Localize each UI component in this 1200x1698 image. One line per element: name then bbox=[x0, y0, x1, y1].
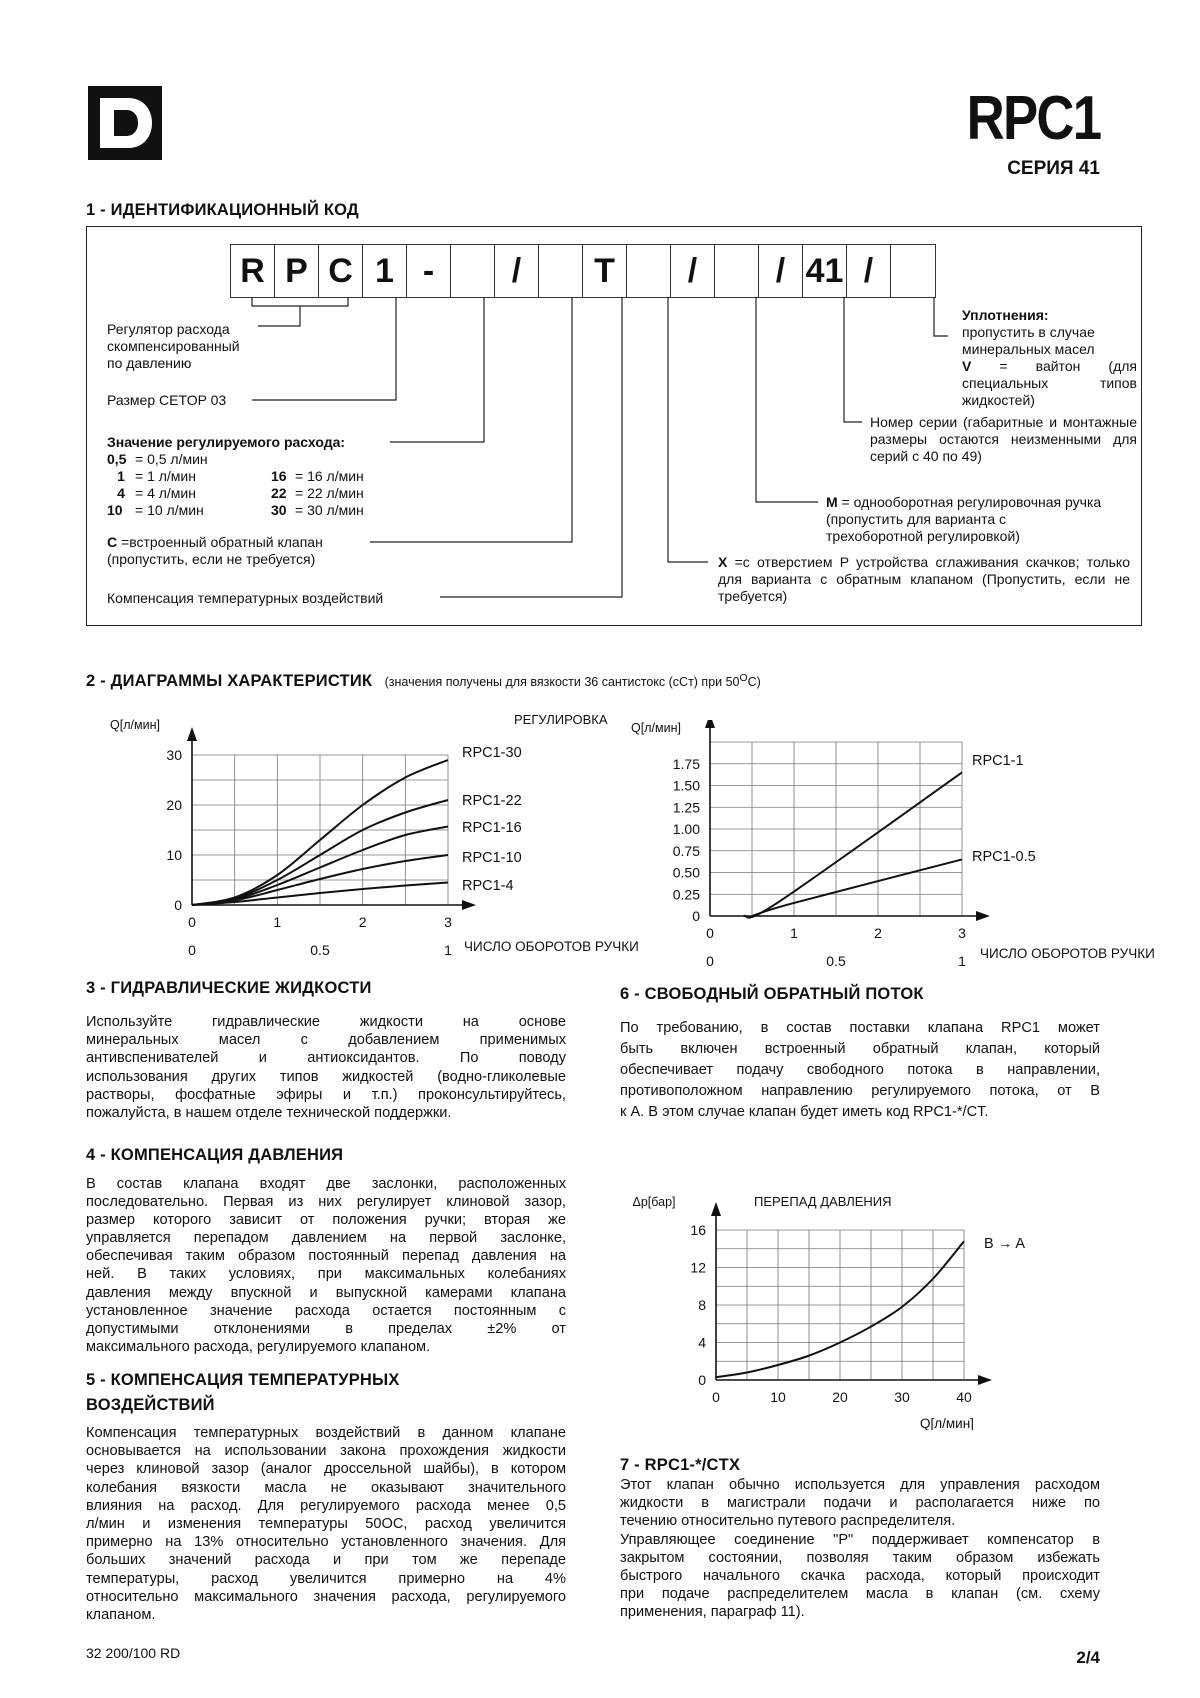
y-axis-arrow bbox=[705, 720, 715, 728]
section-7-heading: 7 - RPC1-*/CTX bbox=[620, 1456, 741, 1474]
code-cell: R bbox=[231, 245, 275, 297]
text-line: обеспечивая таким образом постоянный перепад давления на bbox=[86, 1248, 566, 1265]
text-line: к A. В этом случае клапан будет иметь код RPC1-*/CT. bbox=[620, 1104, 989, 1120]
check-text: =встроенный обратный клапан bbox=[117, 534, 323, 550]
heading-line: ВОЗДЕЙСТВИЙ bbox=[86, 1396, 215, 1414]
label-check-valve bbox=[107, 534, 323, 568]
text-line: л/мин и изменения температуры 50ОС, расход увеличится bbox=[86, 1516, 566, 1533]
chart-title: ПЕРЕПАД ДАВЛЕНИЯ bbox=[754, 1194, 892, 1209]
chart-title: РЕГУЛИРОВКА bbox=[514, 712, 608, 727]
section-2-heading-row bbox=[86, 672, 761, 691]
x-tick-label: 3 bbox=[958, 925, 966, 941]
y-tick-label: 0.25 bbox=[672, 886, 700, 903]
x-tick-label: 2 bbox=[874, 925, 882, 941]
series-label: RPC1-1 bbox=[972, 753, 1024, 769]
code-cell: / bbox=[759, 245, 803, 297]
seal-v-text: = вайтон (для специальных типов жидкостей) bbox=[962, 358, 1137, 408]
text-line: допустимыми отклонениями в пределах ±2% от bbox=[86, 1320, 566, 1337]
y-tick-label: 0 bbox=[692, 908, 700, 924]
flow-key: 30 bbox=[271, 502, 287, 518]
flow-row bbox=[107, 502, 407, 519]
flow-row bbox=[107, 468, 407, 485]
label-flow-title bbox=[107, 434, 345, 451]
y-axis-label: Δp[бар] bbox=[632, 1195, 676, 1209]
flow-title: Значение регулируемого расхода: bbox=[107, 434, 346, 450]
text-line: быть включен встроенный обратный клапан, который bbox=[620, 1041, 1100, 1057]
y-tick-label: 0.75 bbox=[672, 842, 700, 859]
flow-key: 4 bbox=[117, 485, 125, 501]
text-line: максимального расхода, регулируемого клапаном. bbox=[86, 1338, 431, 1355]
text-line: влияния на расход. Для регулируемого расхода менее 0,5 bbox=[86, 1497, 566, 1514]
y-tick-label: 12 bbox=[690, 1259, 706, 1276]
series-subtitle: СЕРИЯ 41 bbox=[1007, 158, 1100, 179]
x2-tick-label: 0 bbox=[188, 942, 196, 958]
x-axis-arrow bbox=[976, 911, 990, 921]
flow-key: 22 bbox=[271, 485, 287, 501]
code-cell: 1 bbox=[363, 245, 407, 297]
text-line: По требованию, в состав поставки клапана RPC1 может bbox=[620, 1020, 1100, 1036]
flow-val: = 16 л/мин bbox=[295, 468, 364, 484]
text-line: ней. В таких условиях, при максимальных колебаниях bbox=[86, 1266, 566, 1283]
x-axis-arrow bbox=[462, 900, 476, 910]
label-temp-comp: Компенсация температурных воздействий bbox=[107, 590, 384, 606]
x2-tick-label: 0.5 bbox=[310, 942, 330, 958]
series-label: RPC1-0.5 bbox=[972, 849, 1036, 865]
seal-line: минеральных масел bbox=[962, 341, 1095, 357]
series-label: RPC1-16 bbox=[462, 820, 522, 836]
text-line: быстрого начального скачка расхода, который происходит bbox=[620, 1568, 1100, 1585]
note-end: С) bbox=[747, 675, 761, 689]
y-axis-label: Q[л/мин] bbox=[110, 718, 160, 732]
y-tick-label: 1.75 bbox=[672, 755, 700, 772]
y-tick-label: 1.00 bbox=[672, 821, 700, 837]
code-cell: / bbox=[847, 245, 891, 297]
text-line: жидкости в магистрали подачи и располагается ниже по bbox=[620, 1495, 1100, 1512]
page-number: 2/4 bbox=[1076, 1648, 1100, 1667]
y-tick-label: 10 bbox=[166, 847, 182, 863]
text-line: основывается на использовании закона прохождения жидкости bbox=[86, 1443, 566, 1460]
text-line: растворы, фосфатные эфиры и т.п.) проконсультируйтесь, bbox=[86, 1086, 566, 1103]
m-text: = однооборотная регулировочная ручка bbox=[837, 494, 1102, 510]
x-tick-label: 30 bbox=[894, 1389, 910, 1405]
y-tick-label: 4 bbox=[698, 1334, 706, 1351]
page-title: RPC1 bbox=[966, 84, 1100, 153]
series-label: RPC1-22 bbox=[462, 793, 522, 809]
text-line: пожалуйста, в нашем отделе технической поддержки. bbox=[86, 1105, 452, 1122]
text-line: Управляющее соединение "P" поддерживает компенсатор в bbox=[620, 1531, 1100, 1548]
series-label: RPC1-10 bbox=[462, 850, 522, 866]
seal-title: Уплотнения: bbox=[962, 307, 1049, 323]
x-tick-label: 0 bbox=[706, 925, 714, 941]
text-line: установленное значение расхода остается постоянным с bbox=[86, 1302, 566, 1319]
x-tick-label: 40 bbox=[956, 1389, 972, 1405]
code-cell: / bbox=[495, 245, 539, 297]
m-note: (пропустить для варианта с трехоборотной регулировкой) bbox=[826, 511, 1020, 544]
x-tick-label: 3 bbox=[444, 914, 452, 930]
code-cell: - bbox=[407, 245, 451, 297]
x2-tick-label: 1 bbox=[444, 942, 452, 958]
x-axis-label: ЧИСЛО ОБОРОТОВ РУЧКИ bbox=[464, 939, 639, 954]
x-tick-label: 0 bbox=[188, 914, 196, 930]
flow-key: 10 bbox=[107, 502, 123, 518]
text-line: Используйте гидравлические жидкости на основе bbox=[86, 1014, 566, 1030]
x-tick-label: 1 bbox=[790, 925, 798, 941]
series-label: B → A bbox=[984, 1236, 1026, 1252]
flow-val: = 4 л/мин bbox=[135, 485, 196, 501]
y-tick-label: 0 bbox=[174, 897, 182, 913]
y-tick-label: 1.25 bbox=[672, 799, 700, 816]
y-axis-arrow bbox=[187, 727, 197, 741]
label-series-number: Номер серии (габаритные и монтажные размеры остаются неизменными для серий с 40 по 49) bbox=[870, 414, 1137, 464]
text-line: антивспенивателей и антиоксидантов. По поводу bbox=[86, 1050, 566, 1067]
y-axis-label: Q[л/мин] bbox=[631, 721, 681, 735]
flow-val: = 10 л/мин bbox=[135, 502, 204, 518]
y-tick-label: 16 bbox=[690, 1222, 706, 1238]
series-line bbox=[752, 859, 962, 916]
x-text: =с отверстием P устройства сглаживания скачков; только для варианта с обратным клапаном (Пропустить, если не требуется) bbox=[718, 554, 1130, 604]
text-line: применения, параграф 11). bbox=[620, 1604, 805, 1621]
flow-val: = 22 л/мин bbox=[295, 485, 364, 501]
section-2-heading: 2 - ДИАГРАММЫ ХАРАКТЕРИСТИК bbox=[86, 672, 373, 690]
text-line: колебания вязкости масла не оказывают значительного bbox=[86, 1479, 566, 1496]
flow-values-table bbox=[107, 451, 407, 519]
label-x-option bbox=[718, 554, 1130, 605]
x-axis-arrow bbox=[978, 1375, 992, 1385]
section-1-heading: 1 - ИДЕНТИФИКАЦИОННЫЙ КОД bbox=[86, 201, 359, 219]
x2-tick-label: 0.5 bbox=[826, 953, 846, 969]
text-line: управляется перепадом давлением на первой заслонке, bbox=[86, 1230, 566, 1247]
x-tick-label: 0 bbox=[712, 1389, 720, 1405]
section-2-note bbox=[384, 672, 761, 689]
flow-val: = 30 л/мин bbox=[295, 502, 364, 518]
section-6-heading: 6 - СВОБОДНЫЙ ОБРАТНЫЙ ПОТОК bbox=[620, 985, 924, 1003]
section-7-text bbox=[620, 1476, 1100, 1622]
section-3-heading: 3 - ГИДРАВЛИЧЕСКИЕ ЖИДКОСТИ bbox=[86, 979, 372, 997]
text-line: относительно максимального значения расхода, регулируемого bbox=[86, 1588, 566, 1605]
section-3-text bbox=[86, 1013, 566, 1122]
flow-row bbox=[107, 485, 407, 502]
text-line: клапаном. bbox=[86, 1607, 156, 1624]
chart-pressure-drop bbox=[620, 1180, 1060, 1430]
x-tick-label: 20 bbox=[832, 1389, 848, 1405]
section-5-text bbox=[86, 1424, 566, 1624]
text-line: Компенсация температурных воздействий в данном клапане bbox=[86, 1425, 566, 1441]
x-key: X bbox=[718, 554, 728, 570]
x-tick-label: 1 bbox=[273, 914, 282, 930]
y-tick-label: 1.50 bbox=[672, 777, 700, 794]
series-label: RPC1-30 bbox=[462, 745, 522, 761]
flow-val: = 1 л/мин bbox=[135, 468, 196, 484]
document-code: 32 200/100 RD bbox=[86, 1645, 181, 1661]
check-note: (пропустить, если не требуется) bbox=[107, 551, 316, 567]
label-line: скомпенсированный bbox=[107, 338, 240, 354]
label-m-option bbox=[826, 494, 1146, 545]
text-line: минеральных масел с добавлением применимых bbox=[86, 1032, 566, 1049]
text-line: примерно на 13% относительно установленного значения. Для bbox=[86, 1534, 566, 1551]
code-cell: P bbox=[275, 245, 319, 297]
y-tick-label: 30 bbox=[166, 747, 182, 763]
text-line: при подаче распределителем масла в клапан (см. схему bbox=[620, 1586, 1100, 1603]
x-tick-label: 10 bbox=[770, 1389, 786, 1405]
x-axis-label: ЧИСЛО ОБОРОТОВ РУЧКИ bbox=[980, 946, 1155, 961]
text-line: больших значений расхода и при том же перепаде bbox=[86, 1552, 566, 1569]
text-line: В состав клапана входят две заслонки, расположенных bbox=[86, 1176, 566, 1192]
y-tick-label: 20 bbox=[166, 797, 182, 813]
seal-v-key: V bbox=[962, 358, 972, 374]
code-cell: T bbox=[583, 245, 627, 297]
x-tick-label: 2 bbox=[358, 914, 367, 930]
text-line: течению относительно путевого распределителя. bbox=[620, 1513, 956, 1530]
flow-key: 1 bbox=[117, 468, 125, 484]
y-tick-label: 8 bbox=[698, 1297, 706, 1313]
series-line bbox=[744, 772, 962, 917]
text-line: температуры, расход увеличится примерно на 4% bbox=[86, 1570, 566, 1587]
x2-tick-label: 1 bbox=[958, 953, 966, 969]
note-text: (значения получены для вязкости 36 сантистокс (сСт) при 50 bbox=[384, 675, 740, 689]
code-cell: C bbox=[319, 245, 363, 297]
text-line: Этот клапан обычно используется для управления расходом bbox=[620, 1477, 1100, 1493]
x-axis-label: Q[л/мин] bbox=[920, 1416, 974, 1430]
note-sup: О bbox=[739, 672, 748, 684]
label-line: по давлению bbox=[107, 355, 192, 371]
label-seals bbox=[962, 307, 1137, 409]
text-line: использования других типов жидкостей (водно-гликолевые bbox=[86, 1068, 566, 1085]
label-regulator bbox=[107, 321, 307, 372]
text-line: закрытом состоянии, позволяя таким образом избежать bbox=[620, 1549, 1100, 1566]
section-4-heading: 4 - КОМПЕНСАЦИЯ ДАВЛЕНИЯ bbox=[86, 1146, 344, 1164]
series-label: RPC1-4 bbox=[462, 878, 514, 894]
y-tick-label: 0 bbox=[698, 1372, 706, 1388]
section-4-text bbox=[86, 1175, 566, 1356]
text-line: последовательно. Первая из них регулирует клиновой зазор, bbox=[86, 1194, 566, 1211]
seal-line: пропустить в случае bbox=[962, 324, 1095, 340]
flow-key: 0,5 bbox=[107, 451, 127, 467]
text-line: обеспечивает подачу свободного потока в направлении, bbox=[620, 1062, 1100, 1078]
text-line: через клиновой зазор (аналог дроссельной шайбы), в котором bbox=[86, 1461, 566, 1478]
heading-line: 5 - КОМПЕНСАЦИЯ ТЕМПЕРАТУРНЫХ bbox=[86, 1371, 400, 1389]
y-axis-arrow bbox=[711, 1202, 721, 1216]
x2-tick-label: 0 bbox=[706, 953, 714, 969]
m-key: M bbox=[826, 494, 838, 510]
chart-regulation bbox=[100, 705, 660, 975]
section-6-text bbox=[620, 1018, 1100, 1123]
chart-regulation-small bbox=[620, 720, 1180, 980]
flow-val: = 0,5 л/мин bbox=[135, 451, 208, 467]
code-cell: / bbox=[671, 245, 715, 297]
code-cell: 41 bbox=[803, 245, 847, 297]
flow-row bbox=[107, 451, 407, 468]
text-line: размер которого зависит от положения ручки; вторая же bbox=[86, 1212, 566, 1229]
label-line: Регулятор расхода bbox=[107, 321, 230, 337]
text-line: давления между впускной и выпускной камерами клапана bbox=[86, 1284, 566, 1301]
y-tick-label: 0.50 bbox=[672, 864, 700, 881]
check-key: C bbox=[107, 534, 118, 550]
text-line: противоположном направлению регулируемого потока, от B bbox=[620, 1083, 1100, 1099]
section-5-heading bbox=[86, 1368, 400, 1418]
flow-key: 16 bbox=[271, 468, 287, 484]
label-size: Размер CETOP 03 bbox=[107, 392, 227, 408]
